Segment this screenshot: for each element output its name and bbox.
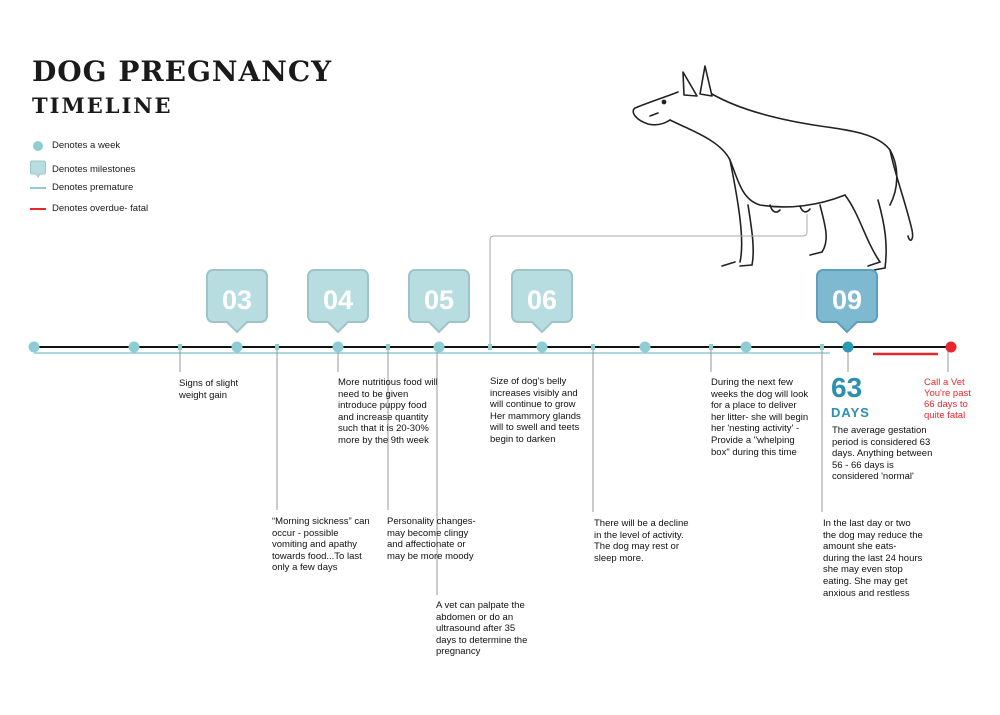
note-last-days: In the last day or two the dog may reduce the amount she eats- during the last 24 hours she may even stop eating. She may get anxious and restless bbox=[823, 518, 923, 599]
week-dot-icon bbox=[29, 342, 40, 353]
premature-line-icon bbox=[30, 187, 46, 189]
week-dot-icon bbox=[232, 342, 243, 353]
note-belly-size: Size of dog's belly increases visibly and will continue to grow Her mammory glands will to swell and teets begin to darken bbox=[490, 376, 581, 445]
legend-label: Denotes overdue- fatal bbox=[52, 203, 149, 214]
legend-premature bbox=[28, 182, 133, 193]
legend-label: Denotes a week bbox=[52, 140, 121, 151]
week-dot-icon bbox=[333, 342, 344, 353]
gestation-days-value: 63 bbox=[831, 372, 863, 403]
note-nesting: During the next few weeks the dog will look for a place to deliver her litter- she will begin her 'nesting activity' - Provide a "whelping box" during this time bbox=[711, 377, 809, 458]
milestone-week-03: 03 bbox=[221, 285, 253, 315]
milestone-week-05: 05 bbox=[423, 285, 455, 315]
note-nutrition: More nutritious food will need to be given introduce puppy food and increase quantity such that it is 20-30% more by the 9th week bbox=[338, 377, 438, 446]
note-morning-sickness: “Morning sickness” can occur - possible vomiting and apathy towards food...To last only a few days bbox=[272, 516, 370, 574]
page-title: DOG PREGNANCY bbox=[32, 55, 333, 88]
note-activity-decline: There will be a decline in the level of activity. The dog may rest or sleep more. bbox=[594, 518, 689, 564]
note-weight-gain: Signs of slight weight gain bbox=[179, 378, 239, 401]
week-dot-icon bbox=[843, 342, 854, 353]
week-dot-icon bbox=[33, 141, 43, 151]
milestone-week-04: 04 bbox=[322, 285, 354, 315]
week-dot-icon bbox=[129, 342, 140, 353]
gestation-days-label: DAYS bbox=[831, 405, 870, 420]
week-dot-icon bbox=[537, 342, 548, 353]
legend-label: Denotes milestones bbox=[52, 163, 136, 175]
legend-label: Denotes premature bbox=[52, 182, 134, 193]
note-gestation: The average gestation period is considered 63 days. Anything between 56 - 66 days is considered 'normal' bbox=[832, 425, 933, 483]
week-dot-icon bbox=[741, 342, 752, 353]
overdue-line-icon bbox=[30, 208, 46, 210]
week-dot-icon bbox=[640, 342, 651, 353]
page-subtitle: TIMELINE bbox=[32, 93, 173, 118]
overdue-dot-icon bbox=[946, 342, 957, 353]
milestone-week-09: 09 bbox=[831, 285, 863, 315]
week-dot-icon bbox=[434, 342, 445, 353]
legend-overdue bbox=[28, 203, 148, 214]
legend-milestone bbox=[28, 160, 135, 178]
note-call-vet: Call a Vet You're past 66 days to quite fatal bbox=[924, 377, 971, 421]
milestone-badge-icon bbox=[30, 160, 46, 178]
legend-week bbox=[28, 140, 120, 151]
dog-illustration bbox=[633, 66, 912, 270]
note-vet-palpate: A vet can palpate the abdomen or do an ultrasound after 35 days to determine the pregnancy bbox=[436, 600, 528, 658]
milestone-week-06: 06 bbox=[526, 285, 558, 315]
note-personality: Personality changes- may become clingy and affectionate or may be more moody bbox=[387, 516, 476, 562]
